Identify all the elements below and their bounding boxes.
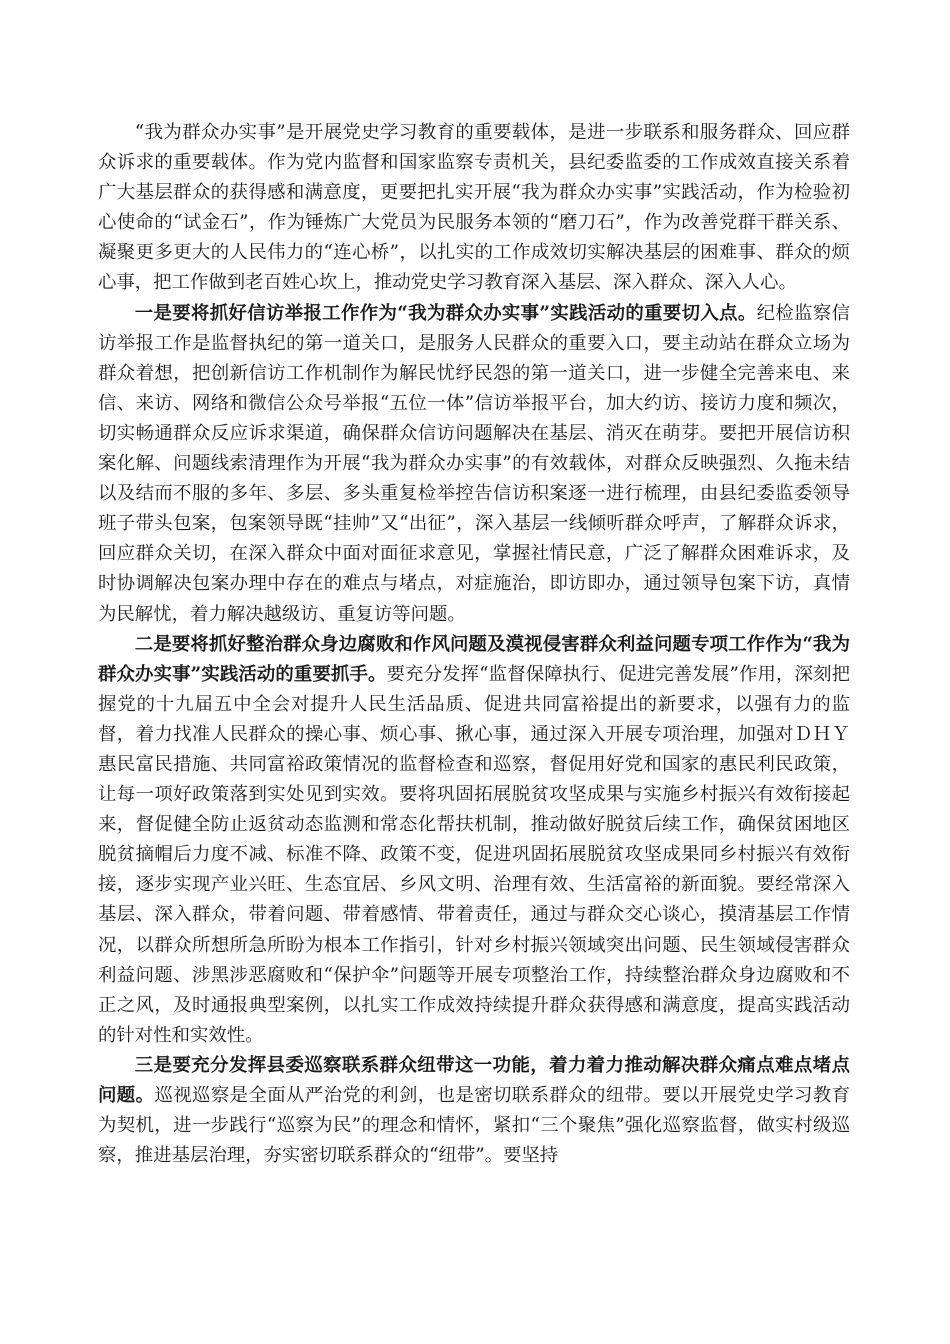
document-body: [98, 118, 850, 1171]
intro-paragraph: [98, 118, 850, 299]
point-two-paragraph: [98, 630, 850, 1051]
paragraph-text: 纪检监察信访举报工作是监督执纪的第一道关口，是服务人民群众的重要入口，要主动站在群众立场为群众着想，把创新信访工作机制作为解民忧纾民怨的第一道关口，进一步健全完善来电、来信、来访、网络和微信公众号举报“五位一体”信访举报平台，加大约访、接访力度和频次，切实畅通群众反应诉求渠道，确保群众信访问题解决在基层、消灭在萌芽。要把开展信访积案化解、问题线索清理作为开展“我为群众办实事”的有效载体，对群众反映强烈、久拖未结以及结而不服的多年、多层、多头重复检举控告信访积案逐一进行梳理，由县纪委监委领导班子带头包案，包案领导既“挂帅”又“出征”，深入基层一线倾听群众呼声，了解群众诉求，回应群众关切，在深入群众中面对面征求意见，掌握社情民意，广泛了解群众困难诉求，及时协调解决包案办理中存在的难点与堵点，对症施治，即访即办，通过领导包案下访，真情为民解忧，着力解决越级访、重复访等问题。: [98, 302, 850, 625]
paragraph-text: 要充分发挥“监督保障执行、促进完善发展”作用，深刻把握党的十九届五中全会对提升人民生活品质、促进共同富裕提出的新要求，以强有力的监督，着力找准人民群众的操心事、烦心事、揪心事，通过深入开展专项治理，加强对ＤＨＹ惠民富民措施、共同富裕政策情况的监督检查和巡察，督促用好党和国家的惠民利民政策，让每一项好政策落到实处见到实效。要将巩固拓展脱贫攻坚成果与实施乡村振兴有效衔接起来，督促健全防止返贫动态监测和常态化帮扶机制，推动做好脱贫后续工作，确保贫困地区脱贫摘帽后力度不减、标准不降、政策不变，促进巩固拓展脱贫攻坚成果同乡村振兴有效衔接，逐步实现产业兴旺、生态宜居、乡风文明、治理有效、生活富裕的新面貌。要经常深入基层、深入群众，带着问题、带着感情、带着责任，通过与群众交心谈心，摸清基层工作情况，以群众所想所急所盼为根本工作指引，针对乡村振兴领域突出问题、民生领域侵害群众利益问题、涉黑涉恶腐败和“保护伞”问题等开展专项整治工作，持续整治群众身边腐败和不正之风，及时通报典型案例，以扎实工作成效持续提升群众获得感和满意度，提高实践活动的针对性和实效性。: [98, 663, 850, 1046]
point-three-paragraph: [98, 1051, 850, 1171]
paragraph-lead: 二是要将抓好整治群众身边腐败和作风问题及漠视侵害群众利益问题专项工作作为“我为群众办实事”实践活动的重要抓手。: [98, 633, 850, 685]
paragraph-lead: 一是要将抓好信访举报工作作为“我为群众办实事”实践活动的重要切入点。: [134, 302, 757, 324]
paragraph-text: 巡视巡察是全面从严治党的利剑，也是密切联系群众的纽带。要以开展党史学习教育为契机，进一步践行“巡察为民”的理念和情怀，紧扣“三个聚焦”强化巡察监督，做实村级巡察，推进基层治理，夯实密切联系群众的“纽带”。要坚持: [98, 1085, 850, 1167]
paragraph-lead: 三是要充分发挥县委巡察联系群众纽带这一功能，着力着力推动解决群众痛点难点堵点问题。: [98, 1054, 850, 1106]
paragraph-text: “我为群众办实事”是开展党史学习教育的重要载体，是进一步联系和服务群众、回应群众诉求的重要载体。作为党内监督和国家监察专责机关，县纪委监委的工作成效直接关系着广大基层群众的获得感和满意度，更要把扎实开展“我为群众办实事”实践活动，作为检验初心使命的“试金石”，作为锤炼广大党员为民服务本领的“磨刀石”，作为改善党群干群关系、凝聚更多更大的人民伟力的“连心桥”，以扎实的工作成效切实解决基层的困难事、群众的烦心事，把工作做到老百姓心坎上，推动党史学习教育深入基层、深入群众、深入人心。: [98, 122, 850, 294]
point-one-paragraph: [98, 299, 850, 630]
